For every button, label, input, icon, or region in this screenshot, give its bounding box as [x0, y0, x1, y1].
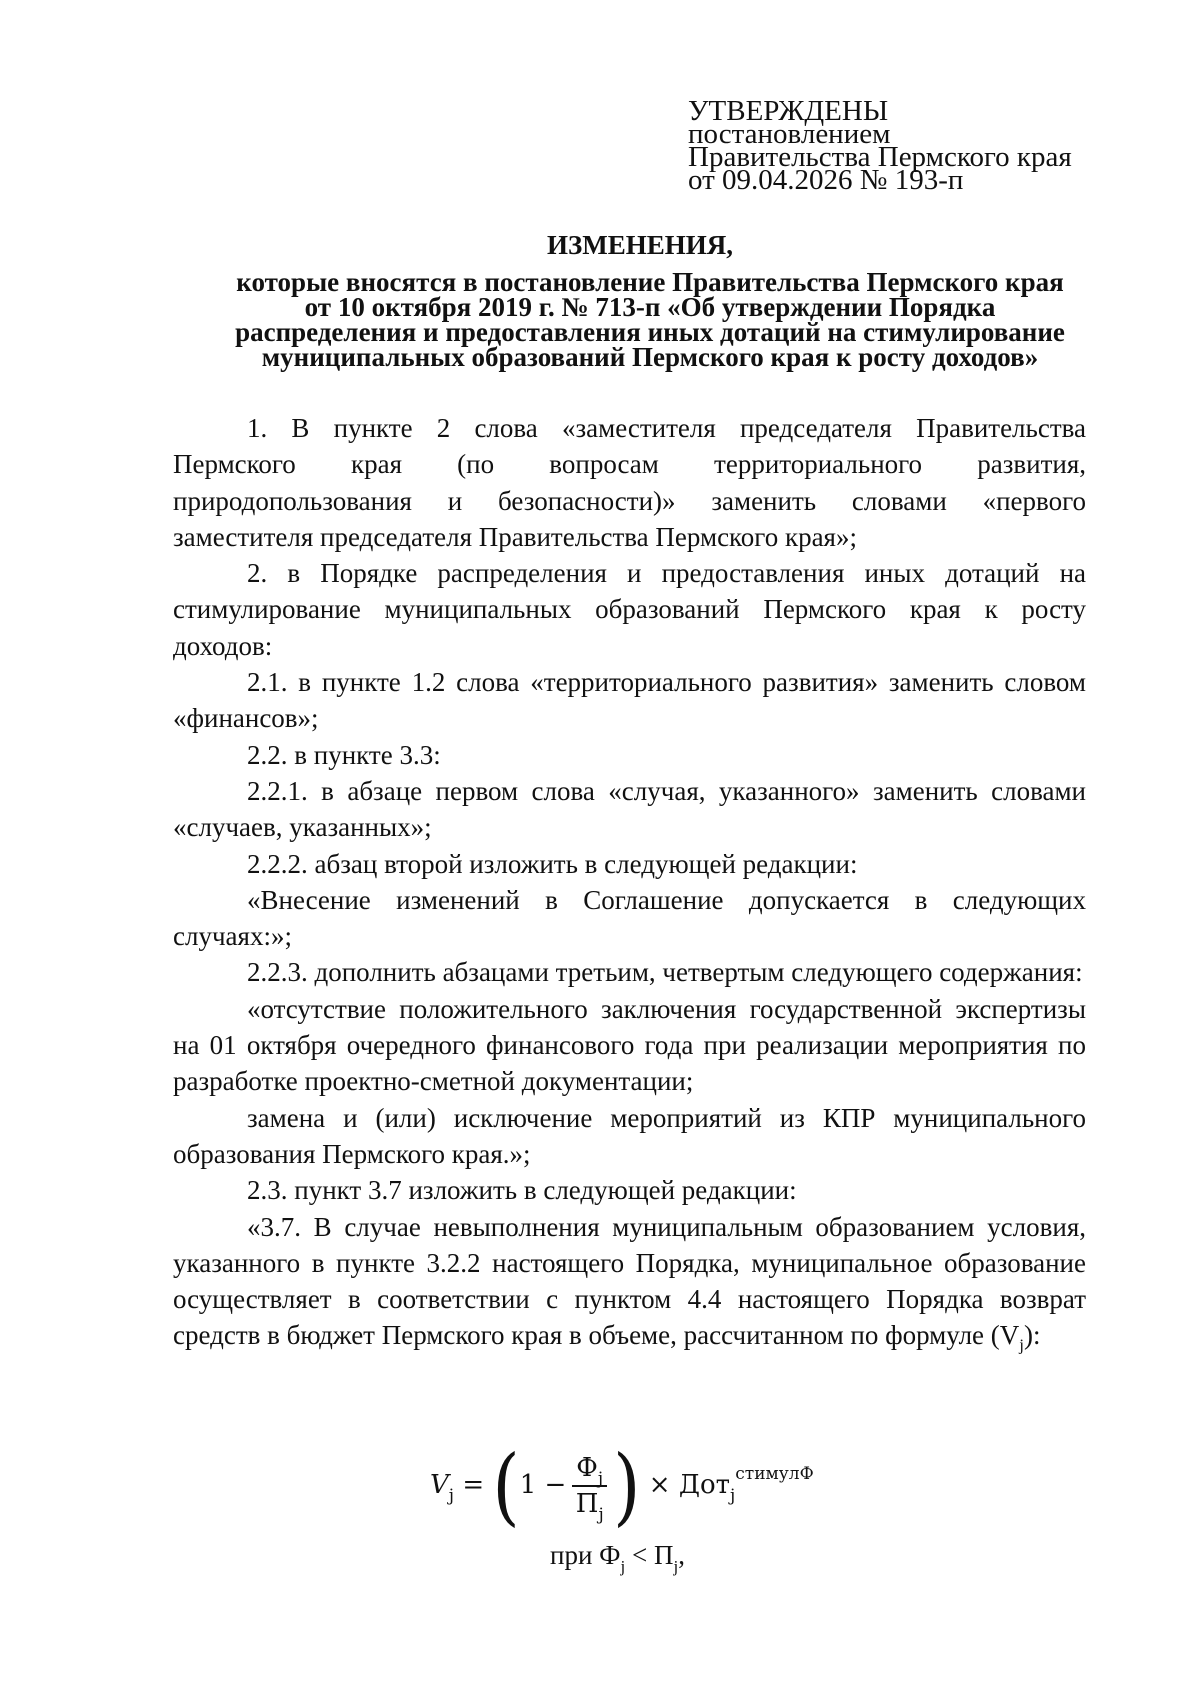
paragraph-2-2-2: 2.2.2. абзац второй изложить в следующей редакции: — [247, 848, 858, 879]
approval-block — [688, 95, 1072, 196]
paragraph-2-3: 2.3. пункт 3.7 изложить в следующей редакции: — [247, 1175, 797, 1206]
formula-numerator-sub: j — [597, 1469, 604, 1489]
subtitle-line-1: которые вносятся в постановление Правительства Пермского края — [236, 267, 1064, 297]
document-subtitle — [150, 267, 1150, 372]
formula-dot: Дот — [678, 1470, 730, 1500]
condition-lt: < — [631, 1540, 648, 1570]
paragraph-2-2-1: 2.2.1. в абзаце первом слова «случая, указанного» заменить словами «случаев, указанных»; — [173, 775, 1086, 843]
formula-block — [0, 1436, 1200, 1576]
formula-fraction — [572, 1453, 607, 1525]
paragraph-2: 2. в Порядке распределения и предоставления иных дотаций на стимулирование муниципальных образований Пермского края к росту доходов: — [173, 558, 1086, 661]
paragraph-2-2-3: 2.2.3. дополнить абзацами третьим, четвертым следующего содержания: — [247, 957, 1083, 988]
formula-equals: = — [462, 1470, 485, 1500]
condition-sub-2: j — [673, 1557, 679, 1576]
paragraph-2-1: 2.1. в пункте 1.2 слова «территориального развития» заменить словом «финансов»; — [173, 667, 1086, 734]
paragraph-quote-2: «отсутствие положительного заключения государственной экспертизы на 01 октября очередного финансового года при реализации мероприятия по разработке проектно-сметной документации; — [173, 993, 1086, 1097]
document-title: ИЗМЕНЕНИЯ, — [546, 230, 733, 260]
subtitle-line-3: распределения и предоставления иных дотаций на стимулирование — [235, 317, 1065, 347]
formula-dot-sup: стимулФ — [735, 1464, 814, 1484]
formula-lhs: V — [430, 1470, 449, 1500]
paragraph-3-7 — [173, 1209, 1086, 1365]
formula-close-paren: ) — [613, 1436, 641, 1536]
paragraph-quote-3: замена и (или) исключение мероприятий из КПР муниципального образования Пермского края.»; — [173, 1102, 1086, 1169]
formula-dot-sub: j — [730, 1486, 736, 1506]
condition-end: , — [678, 1540, 685, 1570]
approval-line-2: постановлением — [688, 118, 891, 150]
formula-denominator-sub: j — [598, 1505, 604, 1525]
paragraph-2-2: 2.2. в пункте 3.3: — [247, 739, 441, 770]
paragraph-1: 1. В пункте 2 слова «заместителя председателя Правительства Пермского края (по вопросам территориального развития, природопользования и безопасности)» заменить словами «первого заместителя председателя Правительства Пермского края»; — [173, 413, 1086, 552]
paragraph-quote-1: «Внесение изменений в Соглашение допускается в следующих случаях:»; — [173, 884, 1086, 952]
formula-open-paren: ( — [492, 1436, 520, 1536]
formula-lhs-sub: j — [448, 1486, 455, 1506]
paragraph-3-7-sub: j — [1019, 1335, 1025, 1355]
subtitle-line-2: от 10 октября 2019 г. № 713-п «Об утверждении Порядка — [304, 292, 996, 322]
formula-numerator — [572, 1453, 607, 1487]
formula-condition — [550, 1540, 685, 1576]
approval-line-3: Правительства Пермского края — [688, 141, 1072, 173]
formula-times: × — [648, 1470, 671, 1500]
formula-main — [430, 1436, 814, 1536]
paragraph-3-7-end: ): — [1024, 1320, 1041, 1351]
approval-line-4: от 09.04.2026 № 193-п — [688, 164, 964, 196]
approval-line-1: УТВЕРЖДЕНЫ — [688, 95, 889, 127]
document-body — [173, 410, 1086, 1364]
condition-prefix: при Ф — [550, 1540, 621, 1570]
formula-denominator-symbol: П — [575, 1489, 599, 1519]
condition-p: П — [653, 1540, 674, 1570]
formula-denominator — [572, 1487, 607, 1525]
condition-sub-1: j — [620, 1557, 626, 1576]
paragraph-3-7-text: «3.7. В случае невыполнения муниципальным образованием условия, указанного в пункте 3.2.2 настоящего Порядка, муниципальное образование осуществляет в соответствии с пунктом 4.4 настоящего Порядка возврат средств в бюджет Пермского края в объеме, рассчитанном по формуле (V — [173, 1211, 1086, 1351]
formula-numerator-symbol: Ф — [576, 1453, 598, 1483]
subtitle-line-4: муниципальных образований Пермского края к росту доходов» — [261, 342, 1039, 372]
formula-one-minus: 1 − — [519, 1470, 567, 1500]
